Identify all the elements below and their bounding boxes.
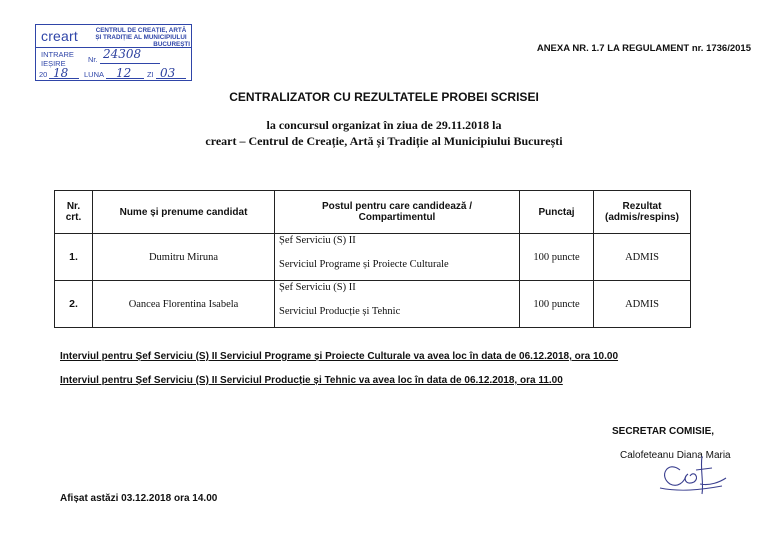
stamp-org-line: ȘI TRADIȚIE AL MUNICIPIULUI (95, 34, 187, 41)
cell-name: Oancea Florentina Isabela (93, 281, 275, 328)
secretary-title: SECRETAR COMISIE, (612, 426, 715, 437)
stamp-org-line: BUCUREȘTI (153, 41, 190, 48)
cell-punctaj: 100 puncte (520, 281, 594, 328)
cell-nr: 2. (55, 281, 93, 328)
stamp-zi-value: 03 (160, 66, 176, 80)
signature-icon (650, 448, 730, 496)
registration-stamp (35, 24, 192, 81)
document-subtitle-line1: la concursul organizat în ziua de 29.11.2018 la (266, 118, 502, 132)
header-nr: Nr. crt. (55, 191, 93, 234)
header-rezultat: Rezultat (admis/respins) (594, 191, 691, 234)
stamp-logo: creart (41, 28, 78, 44)
cell-name: Dumitru Miruna (93, 234, 275, 281)
cell-post (275, 281, 520, 328)
stamp-iesire-label: IEȘIRE (41, 59, 66, 68)
header-post: Postul pentru care candidează / Compartimentul (275, 191, 520, 234)
stamp-org-line: CENTRUL DE CREAȚIE, ARTĂ (95, 27, 187, 34)
header-punctaj: Punctaj (520, 191, 594, 234)
results-table (54, 190, 691, 328)
post-title: Șef Serviciu (S) II (279, 235, 356, 246)
post-department: Serviciul Programe și Proiecte Culturale (279, 259, 449, 270)
interview-note: Interviul pentru Șef Serviciu (S) II Serviciul Programe și Proiecte Culturale va avea loc în data de 06.12.2018, ora 10.00 (60, 351, 619, 362)
interview-note: Interviul pentru Șef Serviciu (S) II Serviciul Producție și Tehnic va avea loc în data de 06.12.2018, ora 11.00 (60, 375, 563, 386)
annex-reference: ANEXA NR. 1.7 LA REGULAMENT nr. 1736/2015 (536, 43, 751, 54)
cell-rezultat: ADMIS (594, 234, 691, 281)
stamp-year-prefix: 20 (39, 70, 48, 79)
cell-rezultat: ADMIS (594, 281, 691, 328)
stamp-luna-label: LUNA (84, 70, 105, 79)
cell-punctaj: 100 puncte (520, 234, 594, 281)
post-title: Șef Serviciu (S) II (279, 282, 356, 293)
stamp-intrare-label: INTRARE (41, 50, 74, 59)
stamp-nr-line (100, 63, 160, 64)
post-department: Serviciul Producție și Tehnic (279, 306, 401, 317)
stamp-luna-value: 12 (116, 66, 132, 80)
table-row (55, 281, 691, 328)
cell-post (275, 234, 520, 281)
posted-date: Afișat astăzi 03.12.2018 ora 14.00 (60, 493, 218, 504)
stamp-nr-value: 24308 (103, 47, 142, 61)
cell-nr: 1. (55, 234, 93, 281)
stamp-organization (92, 27, 190, 48)
stamp-year-value: 18 (53, 66, 69, 80)
secretary-name: Calofeteanu Diana Maria (620, 450, 731, 461)
table-header-row (55, 191, 691, 234)
table-row (55, 234, 691, 281)
stamp-nr-label: Nr. (88, 55, 98, 64)
stamp-zi-label: ZI (147, 70, 154, 79)
header-name: Nume și prenume candidat (93, 191, 275, 234)
document-title: CENTRALIZATOR CU REZULTATELE PROBEI SCRISEI (229, 90, 539, 104)
document-subtitle-line2: creart – Centrul de Creație, Artă și Tradiție al Municipiului București (205, 134, 563, 148)
